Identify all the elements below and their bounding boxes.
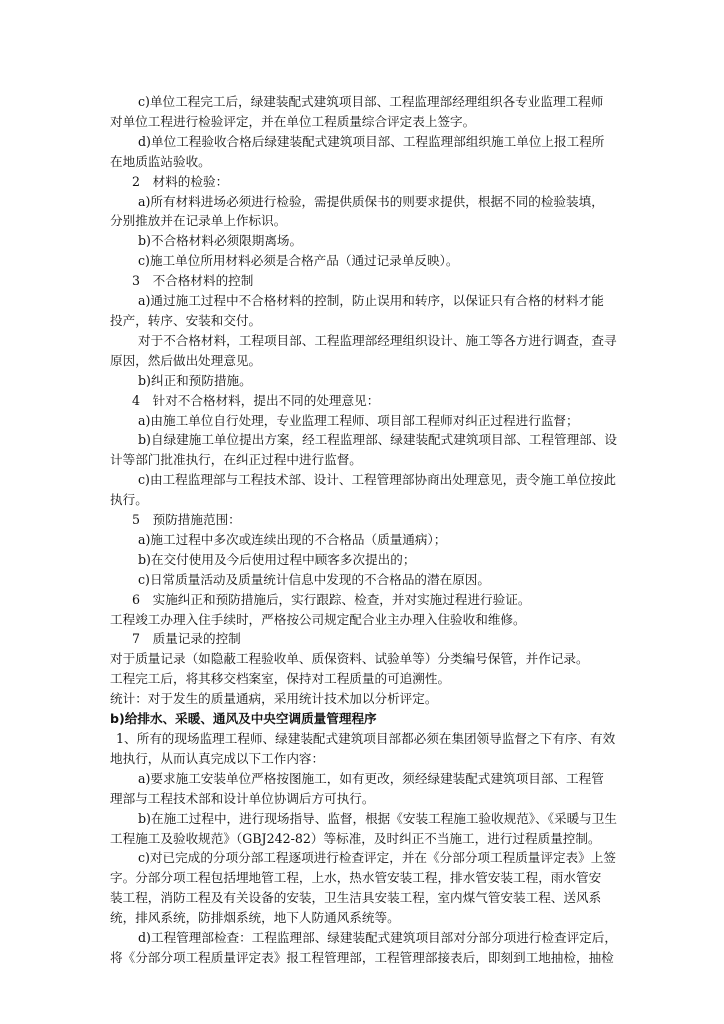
text-line: c)施工单位所用材料必须是合格产品（通过记录单反映）。: [138, 253, 459, 269]
text-line: b)自绿建施工单位提出方案，经工程监理部、绿建装配式建筑项目部、工程管理部、设: [138, 432, 617, 448]
text-line: c)对已完成的分项分部工程逐项进行检查评定，并在《分部分项工程质量评定表》上签: [138, 850, 616, 866]
text-line: 装工程，消防工程及有关设备的安装，卫生洁具安装工程，室内煤气管安装工程、送风系: [110, 890, 602, 906]
text-line: c)单位工程完工后，绿建装配式建筑项目部、工程监理部经理组织各专业监理工程师: [138, 94, 604, 109]
text-line: 对单位工程进行检验评定，并在单位工程质量综合评定表上签字。: [110, 113, 476, 129]
text-line: 在地质监站验收。: [110, 153, 211, 169]
text-line: a)通过施工过程中不合格材料的控制，防止误用和转序，以保证只有合格的材料才能: [138, 293, 604, 309]
text-line: c)日常质量活动及质量统计信息中发现的不合格品的潜在原因。: [138, 571, 490, 587]
text-line: c)由工程监理部与工程技术部、设计、工程管理部协商出处理意见，责令施工单位按此: [138, 472, 616, 488]
text-line: 统，排风系统，防排烟系统，地下人防通风系统等。: [110, 910, 400, 926]
text-line: d)单位工程验收合格后绿建装配式建筑项目部、工程监理部组织施工单位上报工程所: [138, 133, 605, 149]
text-line: b)在交付使用及今后使用过程中顾客多次提出的；: [138, 551, 416, 567]
section-heading: 3 不合格材料的控制: [132, 273, 254, 289]
text-line: b)纠正和预防措施。: [138, 372, 252, 388]
text-line: 计等部门批准执行，在纠正过程中进行监督。: [110, 452, 362, 468]
text-line: d)工程管理部检查：工程监理部、绿建装配式建筑项目部对分部分项进行检查评定后，: [138, 930, 617, 946]
text-line: 原因，然后做出处理意见。: [110, 352, 262, 368]
text-line: 对于不合格材料，工程项目部、工程监理部经理组织设计、施工等各方进行调查，查寻: [138, 332, 617, 348]
section-heading: 4 针对不合格材料，提出不同的处理意见：: [132, 392, 380, 408]
text-line: b)不合格材料必须限期离场。: [138, 233, 303, 249]
section-heading: 5 预防措施范围：: [132, 512, 241, 528]
text-line: 分别推放并在记录单上作标识。: [110, 213, 287, 229]
text-line: 将《分部分项工程质量评定表》报工程管理部，工程管理部接表后，即刻到工地抽检，抽检: [110, 949, 614, 965]
text-line: 理部与工程技术部和设计单位协调后方可执行。: [110, 790, 375, 806]
text-line: b)在施工过程中，进行现场指导、监督，根据《安装工程施工验收规范》、《采暖与卫生: [138, 810, 617, 826]
text-line: a)由施工单位自行处理，专业监理工程师、项目部工程师对纠正过程进行监督；: [138, 412, 579, 428]
section-heading: 6 实施纠正和预防措施后，实行跟踪、检查，并对实施过程进行验证。: [132, 591, 531, 607]
text-line: 投产，转序、安装和交付。: [110, 312, 262, 328]
text-line: 字。分部分项工程包括埋地管工程，上水，热水管安装工程，排水管安装工程，雨水管安: [110, 870, 602, 886]
section-heading: 7 质量记录的控制: [132, 631, 241, 647]
bold-heading: b)给排水、采暖、通风及中央空调质量管理程序: [110, 711, 377, 727]
text-line: 工程竣工办理入住手续时，严格按公司规定配合业主办理入住验收和维修。: [110, 611, 526, 627]
section-heading: 2 材料的检验：: [132, 173, 229, 189]
text-line: 统计：对于发生的质量通病，采用统计技术加以分析评定。: [110, 691, 438, 707]
text-line: 工程完工后，将其移交档案室，保持对工程质量的可追溯性。: [110, 671, 451, 687]
text-line: 1、所有的现场监理工程师、绿建装配式建筑项目部都必须在集团领导监督之下有序、有效: [116, 731, 616, 746]
text-line: a)要求施工安装单位严格按图施工，如有更改，须经绿建装配式建筑项目部、工程管: [138, 770, 604, 786]
text-line: a)施工过程中多次或连续出现的不合格品（质量通病）；: [138, 531, 447, 547]
text-line: 工程施工及验收规范》（GBJ242-82）等标准，及时纠正不当施工，进行过程质量控制。: [110, 830, 601, 846]
document-body: [110, 92, 618, 968]
text-line: a)所有材料进场必须进行检验，需提供质保书的则要求提供，根据不同的检验装填，: [138, 193, 604, 209]
text-line: 地执行，从而认真完成以下工作内容：: [110, 750, 325, 766]
text-line: 执行。: [110, 492, 148, 508]
text-line: 对于质量记录（如隐蔽工程验收单、质保资料、试验单等）分类编号保管，并作记录。: [110, 651, 589, 667]
